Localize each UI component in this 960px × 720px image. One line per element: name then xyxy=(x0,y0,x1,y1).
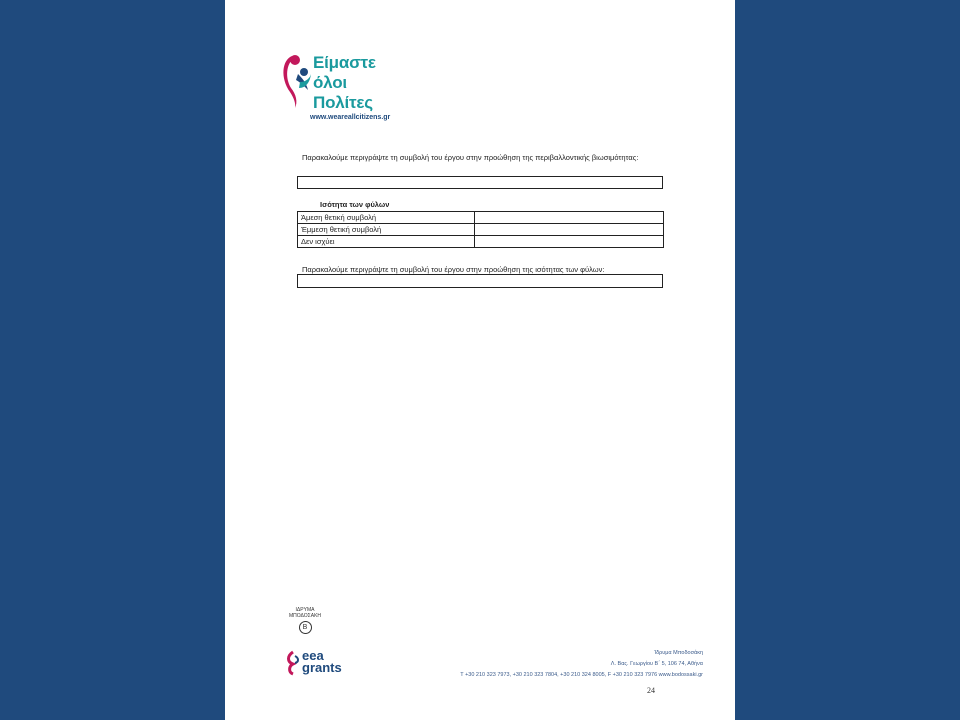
foundation-emblem-icon: Β xyxy=(299,621,312,634)
environment-prompt: Παρακαλούμε περιγράψτε τη συμβολή του έργου στην προώθηση της περιβαλλοντικής βιωσιμότητας: xyxy=(302,153,639,162)
footer-address-line-2: Λ. Βας. Γεωργίου Β΄ 5, 106 74, Αθήνα xyxy=(610,661,703,667)
bodossaki-foundation-logo xyxy=(285,607,325,643)
gender-equality-prompt: Παρακαλούμε περιγράψτε τη συμβολή του έργου στην προώθηση της ισότητας των φύλων: xyxy=(302,265,605,274)
foundation-name-line-2: ΜΠΟΔΟΣΑΚΗ xyxy=(288,613,322,619)
logo-text-line-1: Είμαστε xyxy=(313,53,376,72)
option-label: Έμμεση θετική συμβολή xyxy=(298,224,475,236)
environment-answer-field[interactable] xyxy=(297,176,663,189)
logo-text-line-3: Πολίτες xyxy=(313,93,373,112)
gender-equality-title: Ισότητα των φύλων xyxy=(320,200,390,209)
table-row xyxy=(298,236,664,248)
citizens-figure-icon xyxy=(280,52,312,108)
option-check-cell[interactable] xyxy=(475,224,664,236)
page-number: 24 xyxy=(647,686,655,695)
footer-address-line-1: Ίδρυμα Μποδοσάκη xyxy=(653,650,703,656)
eea-grants-logo xyxy=(285,650,345,680)
option-label: Άμεση θετική συμβολή xyxy=(298,212,475,224)
logo-text-line-2: όλοι xyxy=(313,73,347,92)
footer-contact-line: T +30 210 323 7973, +30 210 323 7804, +30 210 324 8005, F +30 210 323 7976 www.bodossaki.gr xyxy=(460,672,703,678)
option-check-cell[interactable] xyxy=(475,212,664,224)
gender-equality-options-table xyxy=(297,211,664,248)
option-check-cell[interactable] xyxy=(475,236,664,248)
eea-text-line-2: grants xyxy=(302,660,342,675)
foundation-name-line-1: ΙΔΡΥΜΑ xyxy=(295,607,315,613)
table-row xyxy=(298,212,664,224)
eea-text-line-1: eea xyxy=(302,648,324,663)
document-page xyxy=(225,0,735,720)
gender-equality-answer-field[interactable] xyxy=(297,274,663,288)
table-row xyxy=(298,224,664,236)
option-label: Δεν ισχύει xyxy=(298,236,475,248)
we-are-all-citizens-logo xyxy=(280,50,420,130)
logo-url: www.weareallcitizens.gr xyxy=(310,114,391,121)
eea-grants-icon xyxy=(285,650,301,676)
eea-grants-text xyxy=(302,650,342,674)
